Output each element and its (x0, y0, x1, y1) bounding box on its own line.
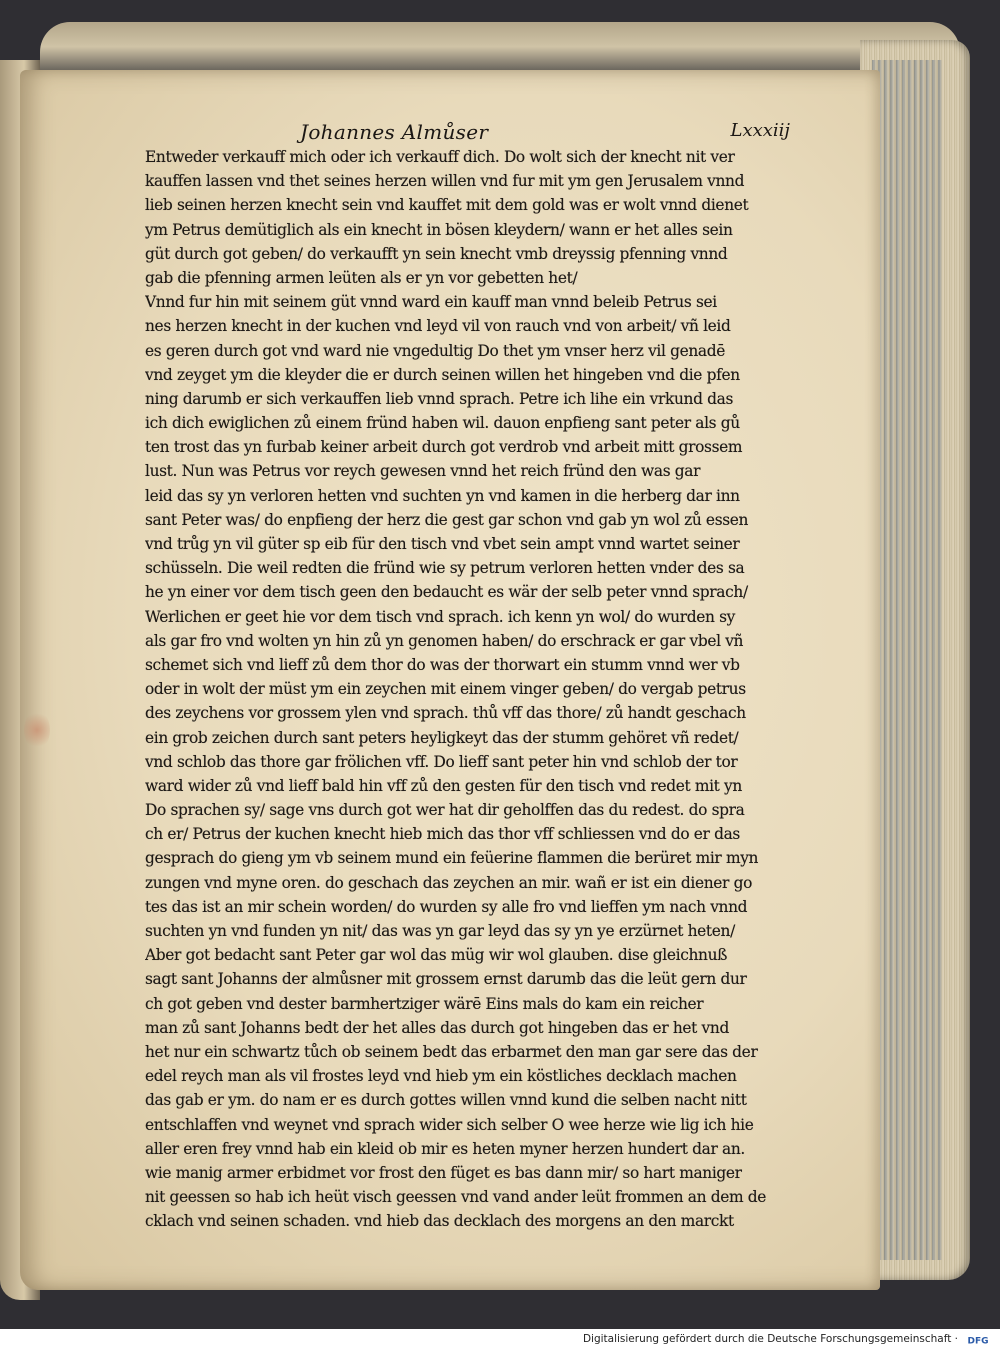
text-line: schemet sich vnd lieff zů dem thor do was der thorwart ein stumm vnnd wer vb (145, 655, 740, 674)
text-line: entschlaffen vnd weynet vnd sprach wider sich selber O wee herze wie lig ich hie (145, 1115, 754, 1134)
text-line: leid das sy yn verloren hetten vnd suchten yn vnd kamen in die herberg dar inn (145, 486, 740, 505)
text-line: vnd schlob das thore gar frölichen vff. Do lieff sant peter hin vnd schlob der tor (145, 752, 738, 771)
text-line: cklach vnd seinen schaden. vnd hieb das decklach des morgens an den marckt (145, 1212, 734, 1231)
funding-credit: Digitalisierung gefördert durch die Deutsche Forschungsgemeinschaft · (582, 1333, 958, 1345)
page-stain (24, 710, 50, 750)
text-line: lieb seinen herzen knecht sein vnd kauffet mit dem gold was er wolt vnnd dienet (145, 196, 749, 215)
text-line: vnd trůg yn vil güter sp eib für den tisch vnd vbet sein ampt vnnd wartet seiner (145, 535, 740, 553)
text-line: aller eren frey vnnd hab ein kleid ob mir es heten myner herzen hundert dar an. (145, 1139, 745, 1158)
text-line: man zů sant Johanns bedt der het alles das durch got hingeben das er het vnd (145, 1018, 729, 1037)
text-line: ym Petrus demütiglich als ein knecht in bösen kleydern/ wann er het alles sein (145, 220, 733, 239)
text-line: es geren durch got vnd ward nie vngedultig Do thet ym vnser herz vil genadē (145, 341, 726, 360)
text-line: Vnnd fur hin mit seinem güt vnnd ward ein kauff man vnnd beleib Petrus sei (145, 293, 717, 312)
text-line: gab die pfenning armen leüten als er yn vor gebetten het/ (145, 268, 578, 287)
text-line: Aber got bedacht sant Peter gar wol das müg wir wol glauben. dise gleichnuß (145, 946, 728, 965)
text-line: tes das ist an mir schein worden/ do wurden sy alle fro vnd lieffen ym nach vnnd (145, 897, 748, 916)
text-line: als gar fro vnd wolten yn hin zů yn genomen haben/ do erschrack er gar vbel vñ (145, 631, 744, 650)
text-line: ein grob zeichen durch sant peters heyligkeyt das der stumm gehöret vñ redet/ (145, 728, 739, 747)
text-line: schüsseln. Die weil redten die fründ wie sy petrum verloren hetten vnder des sa (145, 559, 745, 578)
text-line: ich dich ewiglichen zů einem fründ haben wil. dauon enpfieng sant peter als gů (145, 414, 740, 433)
text-line: ch got geben vnd dester barmhertziger wärē Eins mals do kam ein reicher (145, 994, 704, 1013)
text-line: lust. Nun was Petrus vor reych gewesen vnnd het reich fründ den was gar (145, 462, 701, 481)
text-line: sagt sant Johanns der almůsner mit grossem ernst darumb das die leüt gern dur (145, 970, 747, 989)
text-line: ch er/ Petrus der kuchen knecht hieb mich das thor vff schliessen vnd do er das (145, 825, 740, 844)
text-line: het nur ein schwartz tůch ob seinem bedt das erbarmet den man gar sere das der (145, 1042, 758, 1061)
running-title: Johannes Almůser (300, 120, 489, 144)
footer-bar (0, 1329, 1000, 1351)
text-line: ten trost das yn furbab keiner arbeit durch got verdrob vnd arbeit mitt grossem (145, 438, 743, 457)
text-line: nes herzen knecht in der kuchen vnd leyd vil von rauch vnd von arbeit/ vñ leid (145, 317, 731, 336)
text-line: ning darumb er sich verkauffen lieb vnnd sprach. Petre ich lihe ein vrkund das (145, 389, 733, 408)
book-fore-edge-shadow (872, 60, 942, 1260)
folio-number: Lxxxiij (730, 120, 790, 141)
text-line: ward wider zů vnd lieff bald hin vff zů den gesten für den tisch vnd redet mit yn (145, 776, 742, 795)
text-line: Entweder verkauff mich oder ich verkauff dich. Do wolt sich der knecht nit ver (145, 148, 735, 166)
text-line: gesprach do gieng ym vb seinem mund ein feüerine flammen die berüret mir myn (145, 849, 759, 868)
text-line: Do sprachen sy/ sage vns durch got wer hat dir geholffen das du redest. do spra (145, 801, 745, 820)
text-line: güt durch got geben/ do verkaufft yn sein knecht vmb dreyssig pfenning vnnd (145, 244, 728, 263)
text-line: des zeychens vor grossem ylen vnd sprach. thů vff das thore/ zů handt geschach (145, 704, 746, 723)
text-line: Werlichen er geet hie vor dem tisch vnd sprach. ich kenn yn wol/ do wurden sy (145, 607, 735, 626)
text-line: nit geessen so hab ich heüt visch geessen vnd vand ander leüt frommen an dem de (145, 1188, 767, 1207)
text-line: das gab er ym. do nam er es durch gottes willen vnnd kund die selben nacht nitt (145, 1091, 747, 1110)
text-line: edel reych man als vil frostes leyd vnd hieb ym ein köstliches decklach machen (145, 1067, 737, 1086)
text-line: he yn einer vor dem tisch geen den bedaucht es wär der selb peter vnnd sprach/ (145, 583, 748, 602)
page-text-block (145, 145, 805, 1233)
text-line: vnd zeyget ym die kleyder die er durch seinen willen het hingeben vnd die pfen (145, 365, 740, 384)
dfg-logo-icon (964, 1332, 992, 1347)
text-line: oder in wolt der müst ym ein zeychen mit einem vinger geben/ do vergab petrus (145, 680, 746, 699)
text-line: wie manig armer erbidmet vor frost den füget es bas dann mir/ so hart maniger (145, 1163, 742, 1182)
text-line: kauffen lassen vnd thet seines herzen willen vnd fur mit ym gen Jerusalem vnnd (145, 172, 745, 191)
dfg-logo-text: DFG (967, 1336, 989, 1347)
text-line: sant Peter was/ do enpfieng der herz die gest gar schon vnd gab yn wol zů essen (145, 510, 749, 529)
text-line: suchten yn vnd funden yn nit/ das was yn gar leyd das sy yn ye erzürnet heten/ (145, 922, 735, 940)
book-top-edge (40, 22, 960, 77)
text-line: zungen vnd myne oren. do geschach das zeychen an mir. wañ er ist ein diener go (145, 873, 753, 892)
